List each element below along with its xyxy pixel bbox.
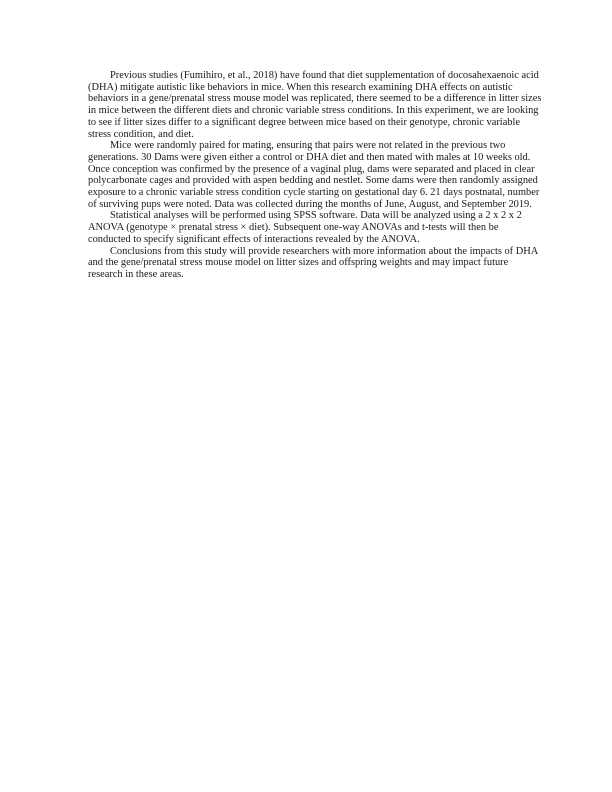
paragraph-methods: Mice were randomly paired for mating, ensuring that pairs were not related in the previous two generations. 30 Dams were given either a control or DHA diet and then mated with males at 10 weeks old. Once conception was confirmed by the presence of a vaginal plug, dams were separated and placed in clear polycarbonate cages and provided with aspen bedding and nestlet. Some dams were then randomly assigned exposure to a chronic variable stress condition cycle starting on gestational day 6. 21 days postnatal, number of surviving pups were noted. Data was collected during the months of June, August, and September 2019.	[88, 140, 540, 210]
paragraph-introduction: Previous studies (Fumihiro, et al., 2018) have found that diet supplementation of docosahexaenoic acid (DHA) mitigate autistic like behaviors in mice. When this research examining DHA effects on autistic behaviors in a gene/prenatal stress mouse model was replicated, there seemed to be a difference in litter sizes in mice between the different diets and chronic variable stress conditions. In this experiment, we are looking to see if litter sizes differ to a significant degree between mice based on their genotype, chronic variable stress condition, and diet.	[88, 70, 542, 140]
paragraph-conclusions: Conclusions from this study will provide researchers with more information about the impacts of DHA and the gene/prenatal stress mouse model on litter sizes and offspring weights and may impact future research in these areas.	[88, 245, 538, 280]
paragraph-analysis: Statistical analyses will be performed using SPSS software. Data will be analyzed using a 2 x 2 x 2 ANOVA (genotype × prenatal stress × diet). Subsequent one-way ANOVAs and t-tests will then be conducted to specify significant effects of interactions revealed by the ANOVA.	[88, 210, 522, 245]
body-text	[88, 70, 543, 281]
